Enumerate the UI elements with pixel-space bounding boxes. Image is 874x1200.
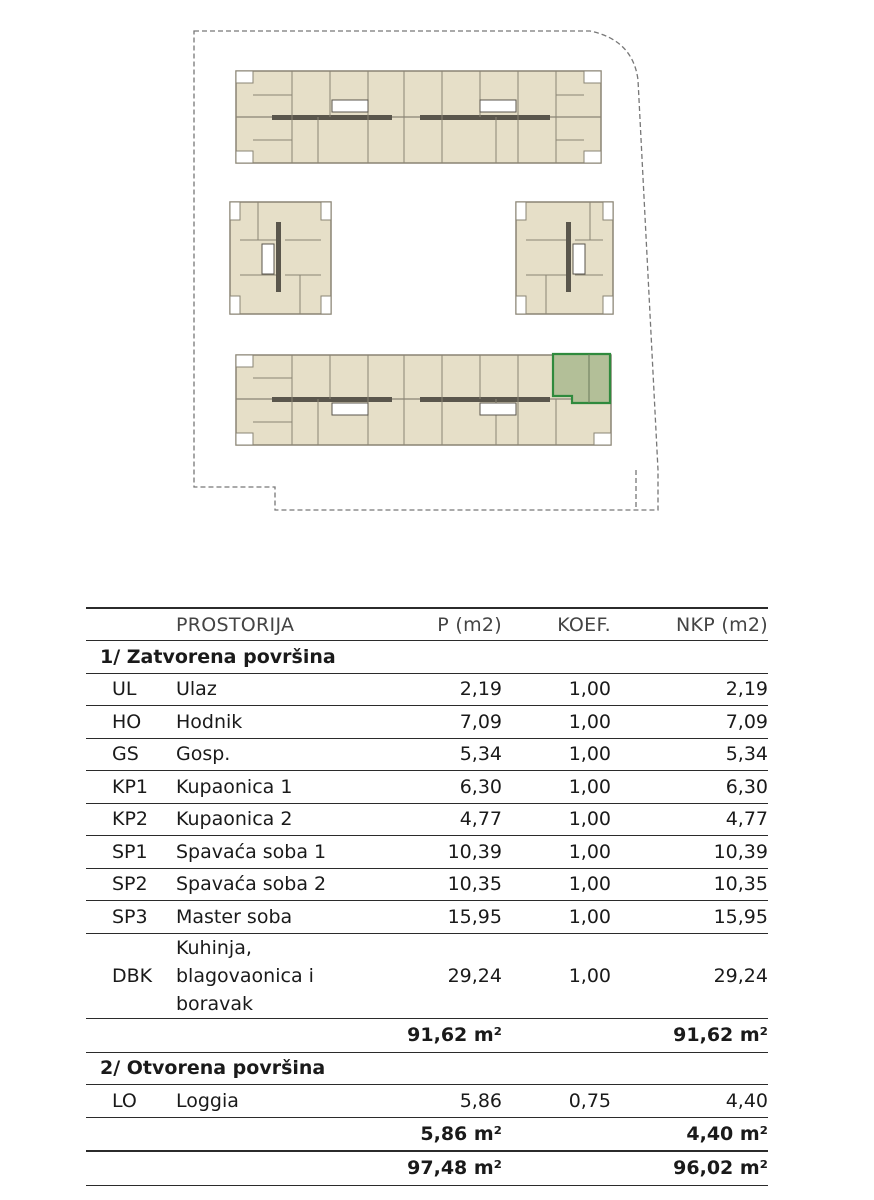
building-north [236, 71, 601, 163]
building-west [230, 202, 331, 314]
highlighted-apartment[interactable] [553, 354, 610, 403]
subtotal-row-closed [86, 1018, 768, 1052]
room-koef: 1,00 [568, 775, 611, 798]
room-nkp: 15,95 [713, 905, 768, 928]
room-area: 15,95 [447, 905, 502, 928]
room-area: 10,35 [447, 873, 502, 896]
room-name: Loggia [176, 1089, 239, 1112]
section-title-otvorena: 2/ Otvorena površina [100, 1057, 326, 1080]
room-nkp: 7,09 [725, 710, 768, 733]
table-row [86, 868, 768, 901]
table-header-row [86, 608, 768, 641]
subtotal-area: 5,86 m² [420, 1122, 502, 1145]
room-nkp: 4,77 [725, 808, 768, 831]
room-name: Spavaća soba 1 [176, 840, 327, 863]
subtotal-nkp: 4,40 m² [686, 1122, 768, 1145]
room-koef: 1,00 [568, 678, 611, 701]
grand-total-row [86, 1151, 768, 1185]
room-name: Kupaonica 1 [176, 775, 293, 798]
room-nkp: 6,30 [725, 775, 768, 798]
table-row [86, 933, 768, 1018]
room-name: Kupaonica 2 [176, 808, 293, 831]
subtotal-row-open [86, 1117, 768, 1151]
table-row [86, 836, 768, 869]
room-koef: 1,00 [568, 873, 611, 896]
room-code: LO [112, 1089, 137, 1112]
room-name: Hodnik [176, 710, 243, 733]
room-koef: 1,00 [568, 743, 611, 766]
room-nkp: 5,34 [725, 743, 768, 766]
building-east [516, 202, 613, 314]
site-plan [0, 0, 874, 540]
room-name: Spavaća soba 2 [176, 873, 327, 896]
room-code: HO [112, 710, 142, 733]
table-row [86, 771, 768, 804]
room-koef: 0,75 [568, 1089, 611, 1112]
table-row [86, 673, 768, 706]
subtotal-nkp: 91,62 m² [673, 1024, 768, 1046]
room-code: DBK [112, 964, 153, 987]
grand-total-area: 97,48 m² [407, 1157, 502, 1180]
room-area: 5,86 [459, 1089, 502, 1112]
room-code: KP1 [112, 775, 149, 798]
grand-total-nkp: 96,02 m² [673, 1157, 768, 1180]
room-area: 6,30 [459, 775, 502, 798]
room-area: 5,34 [459, 743, 502, 766]
room-name: Kuhinja, blagovaonica i boravak [176, 936, 314, 1015]
room-nkp: 29,24 [713, 964, 768, 987]
room-nkp: 2,19 [725, 678, 768, 701]
table-row [86, 901, 768, 934]
table-row [86, 706, 768, 739]
header-nkp: NKP (m2) [676, 613, 768, 636]
table-row [86, 803, 768, 836]
header-p: P (m2) [437, 613, 502, 636]
room-code: SP1 [112, 840, 148, 863]
room-code: SP3 [112, 905, 148, 928]
room-nkp: 4,40 [725, 1089, 768, 1112]
room-koef: 1,00 [568, 808, 611, 831]
room-name: Gosp. [176, 743, 231, 766]
room-area: 29,24 [447, 964, 502, 987]
room-code: UL [112, 678, 137, 701]
room-code: KP2 [112, 808, 149, 831]
room-koef: 1,00 [568, 905, 611, 928]
section-title-zatvorena: 1/ Zatvorena površina [100, 645, 336, 668]
room-koef: 1,00 [568, 840, 611, 863]
room-name: Master soba [176, 905, 293, 928]
table-row [86, 1085, 768, 1118]
area-table [86, 607, 768, 1186]
section-title-row [86, 641, 768, 674]
room-area: 4,77 [459, 808, 502, 831]
subtotal-area: 91,62 m² [407, 1024, 502, 1046]
room-area: 7,09 [459, 710, 502, 733]
room-nkp: 10,39 [713, 840, 768, 863]
room-koef: 1,00 [568, 964, 611, 987]
table-row [86, 738, 768, 771]
room-code: GS [112, 743, 139, 766]
room-area: 10,39 [447, 840, 502, 863]
room-area: 2,19 [459, 678, 502, 701]
header-prostorija: PROSTORIJA [176, 613, 295, 636]
room-nkp: 10,35 [713, 873, 768, 896]
room-name: Ulaz [176, 678, 217, 701]
section-title-row [86, 1052, 768, 1085]
header-koef: KOEF. [557, 613, 611, 636]
room-koef: 1,00 [568, 710, 611, 733]
room-code: SP2 [112, 873, 148, 896]
